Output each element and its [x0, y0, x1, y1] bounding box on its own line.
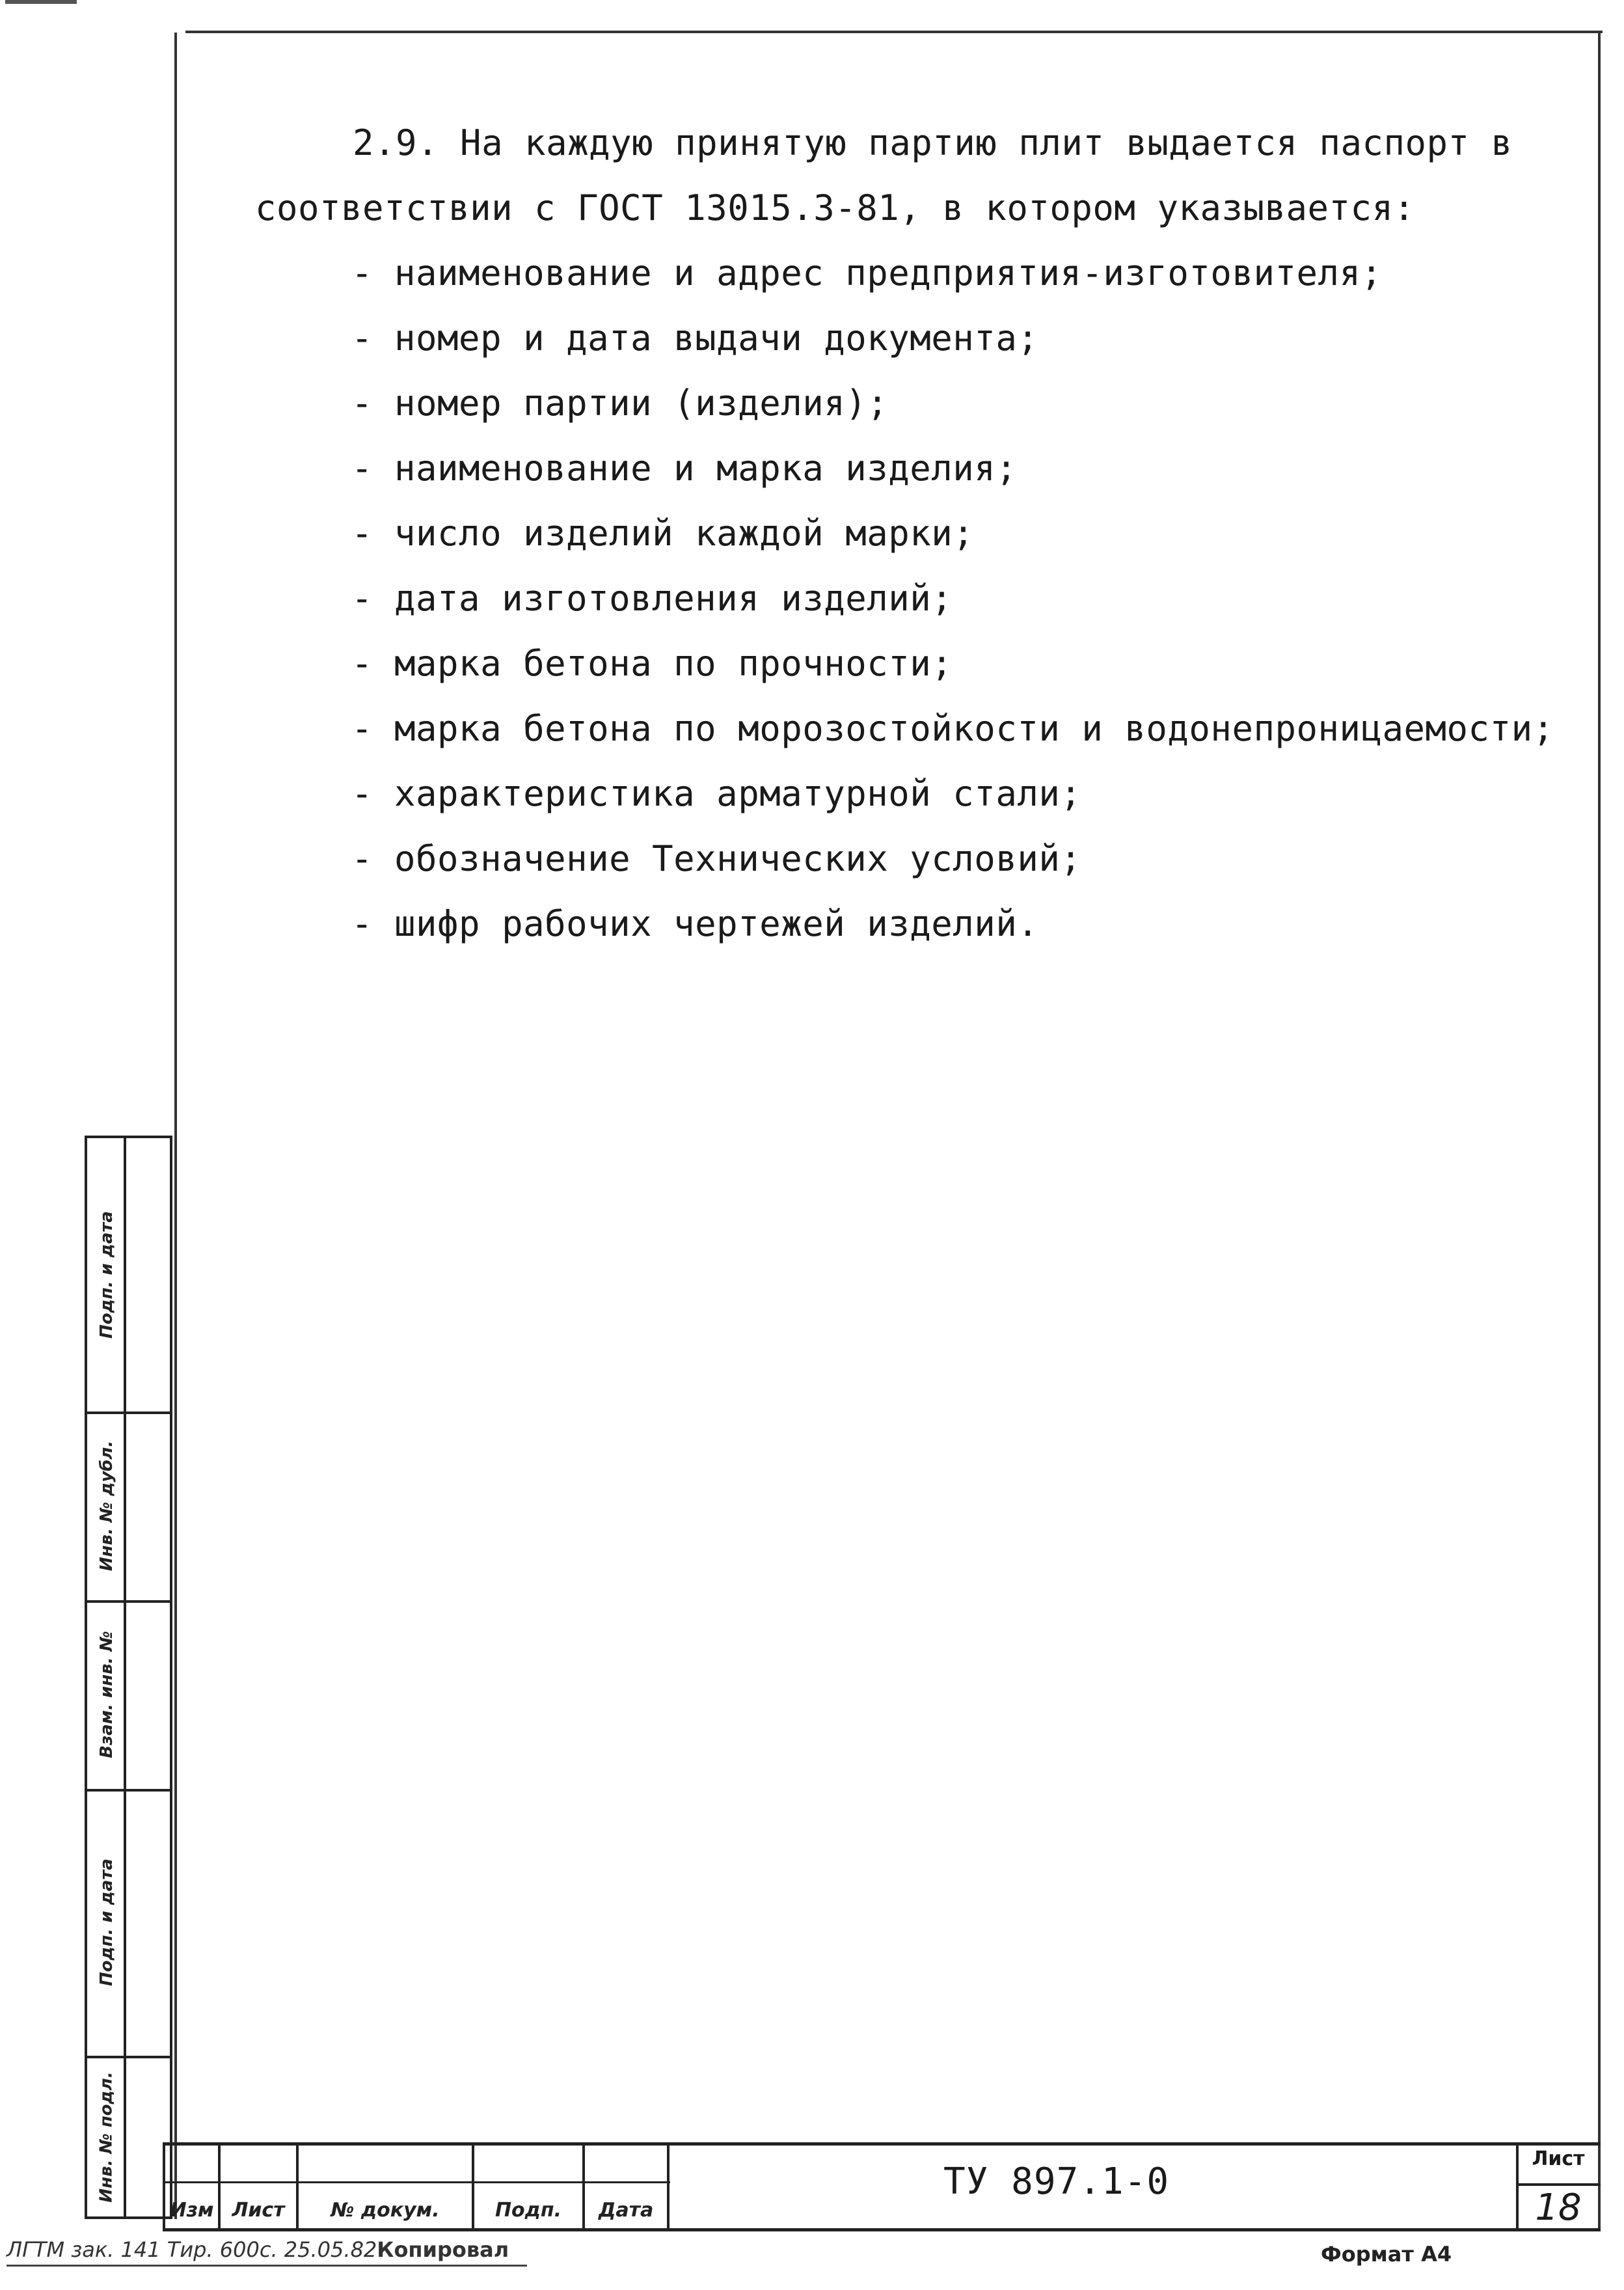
title-block-col-data: Дата	[598, 2199, 654, 2222]
stamp-label-inv-dubl: Инв. № дубл.	[97, 1440, 116, 1572]
frame-bottom-border	[163, 2228, 1601, 2231]
footer-format-label: Формат А4	[1321, 2242, 1452, 2267]
list-item: - шифр рабочих чертежей изделий.	[351, 903, 1039, 944]
list-item: - марка бетона по морозостойкости и водонепроницаемости;	[351, 708, 1554, 749]
title-block-col-list: Лист	[232, 2199, 285, 2222]
list-item: - марка бетона по прочности;	[351, 643, 953, 684]
stamp-label-vzam-inv: Взам. инв. №	[97, 1631, 116, 1758]
list-item: - обозначение Технических условий;	[351, 838, 1082, 879]
title-block-col-dokum: № докум.	[331, 2199, 440, 2222]
stamp-label-podp-data: Подп. и дата	[97, 1211, 117, 1339]
frame-left-border	[174, 33, 177, 2219]
list-item: - номер и дата выдачи документа;	[351, 318, 1039, 359]
footer-order-text: ЛГТМ зак. 141 Тир. 600с. 25.05.82	[7, 2237, 377, 2262]
frame-top-border	[185, 31, 1603, 33]
document-code: ТУ 897.1-0	[943, 2161, 1170, 2203]
footer-underline	[7, 2265, 527, 2267]
paragraph-line-1	[255, 111, 1524, 176]
stamp-label-inv-podl: Инв. № подл.	[97, 2071, 116, 2203]
sheet-box-divider	[1516, 2183, 1601, 2186]
list-item: - номер партии (изделия);	[351, 383, 889, 424]
list-item: - число изделий каждой марки;	[351, 513, 975, 554]
paragraph-text-1: 2.9. На каждую принятую партию плит выдается паспорт в	[353, 122, 1513, 163]
stamp-divider	[124, 1138, 126, 2216]
frame-right-border	[1598, 33, 1601, 2229]
title-block-col-podp: Подп.	[494, 2199, 562, 2222]
stamp-label-podp-data-2: Подп. и дата	[97, 1859, 117, 1986]
margin-stamp-column	[85, 1136, 172, 2219]
paragraph-line-2: соответствии с ГОСТ 13015.3-81, в котором указывается:	[255, 187, 1415, 228]
corner-mark	[5, 0, 77, 4]
footer-copied-label: Копировал	[377, 2237, 509, 2262]
title-block-mid-line	[163, 2181, 670, 2183]
list-item: - наименование и марка изделия;	[351, 448, 1018, 489]
title-block-col-izm: Изм	[170, 2199, 214, 2222]
list-item: - характеристика арматурной стали;	[351, 773, 1082, 814]
title-block-top-line	[163, 2142, 1601, 2146]
list-item: - наименование и адрес предприятия-изготовителя;	[351, 252, 1383, 293]
title-block-divider	[163, 2142, 165, 2228]
title-block-divider	[667, 2142, 670, 2228]
sheet-number: 18	[1535, 2187, 1582, 2229]
list-item: - дата изготовления изделий;	[351, 578, 953, 619]
sheet-label: Лист	[1532, 2147, 1585, 2170]
footer-order-info	[7, 2237, 509, 2262]
